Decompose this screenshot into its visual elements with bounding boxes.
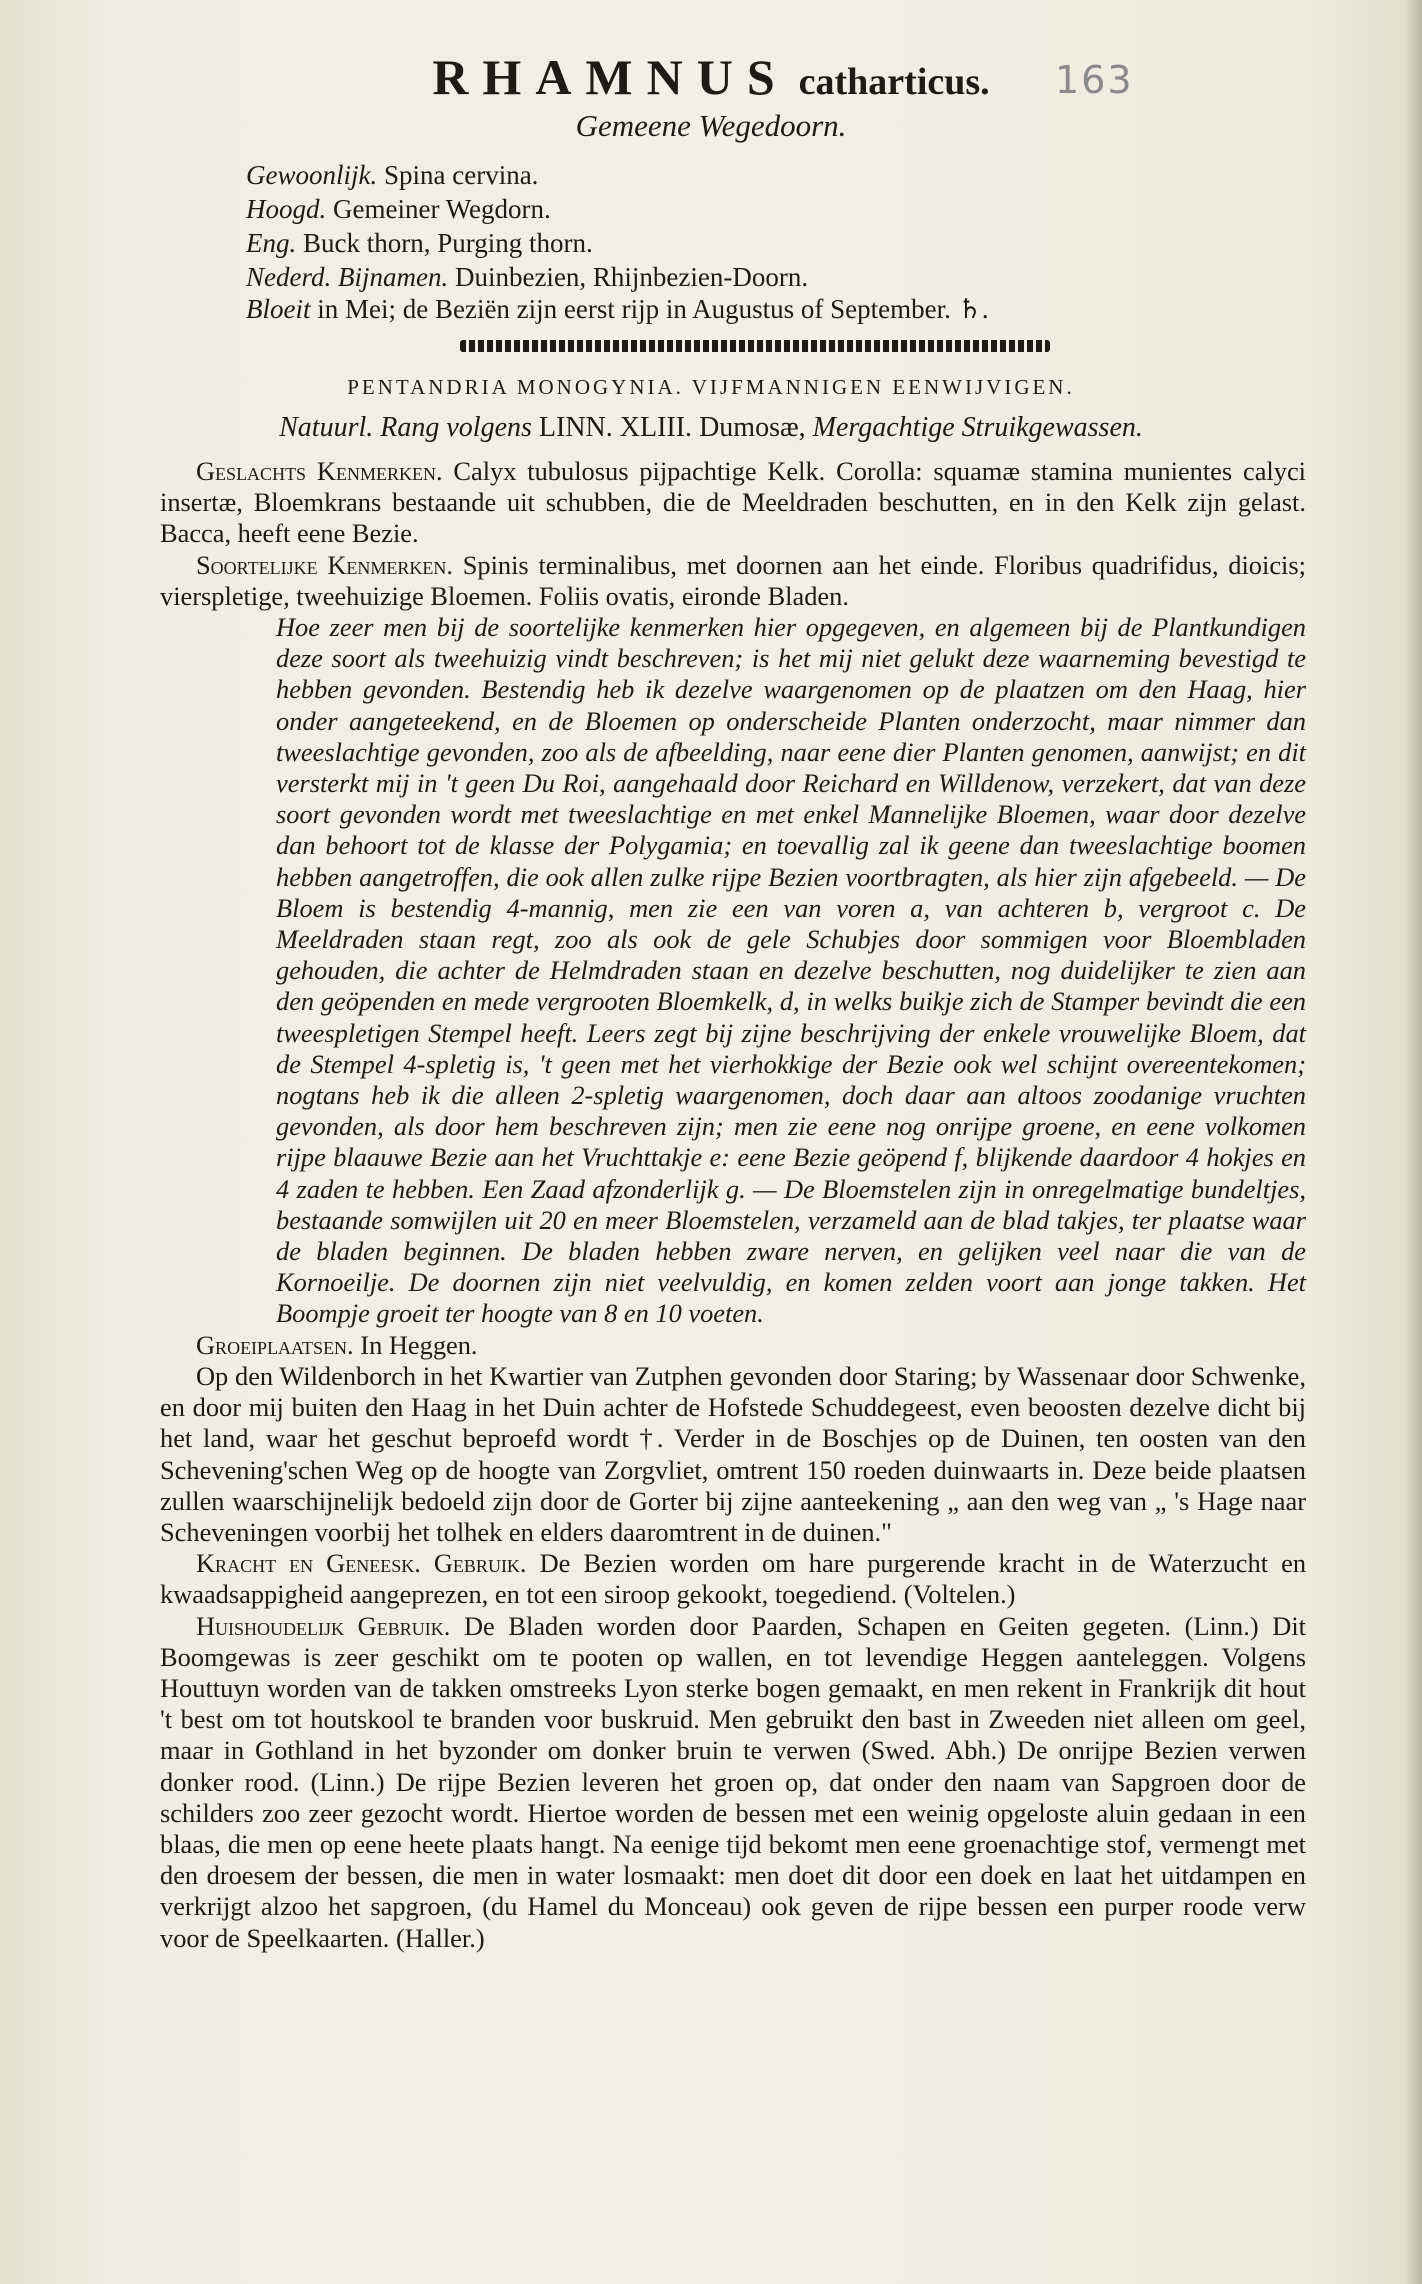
name-row [246, 260, 1246, 294]
rank-linn: LINN. XLIII. [538, 412, 693, 443]
genus-characters [160, 456, 1306, 550]
name-value: Buck thorn, Purging thorn. [303, 228, 593, 258]
section-text: De Bladen worden door Paarden, Schapen en Geiten gegeten. (Linn.) Dit Boomgewas is zeer geschikt om te pooten op wallen, en tot levendige Heggen aanteleggen. Volgens Houttuyn worden van de takken omstreeks Lyon sterke bogen gemaakt, en men rekent in Frankrijk dit hout 't best om tot houtskool te branden voor buskruid. Men gebruikt den bast in Zweeden niet alleen om geel, maar in Gothland in het byzonder om donker bruin te verwen (Swed. Abh.) De onrijpe Bezien verwen donker rood. (Linn.) De rijpe Bezien leveren het groen op, dat onder den naam van Sapgroen door de schilders zoo zeer gezocht wordt. Hiertoe worden de bessen met een weinig opgeloste aluin gedaan in een blaas, die men op eene heete plaats hangt. Na eenige tijd bekomt men eene groenachtige stof, vermengt met den droesem der bessen, die men in water losmaakt: men doet dit door een doek en laat het uitdampen en verkrijgt alzoo het sapgroen, (du Hamel du Monceau) ook geven de rijpe bessen een purper roode verw voor de Speelkaarten. (Haller.) [160, 1610, 1306, 1953]
name-label: Hoogd. [246, 194, 327, 224]
section-heading: Soortelijke Kenmerken. [196, 549, 453, 580]
section-text: De Bezien worden om hare purgerende kracht in de Waterzucht en kwaadsappigheid aangeprezen, en tot een siroop gekookt, toegediend. (Voltelen.) [160, 1548, 1307, 1610]
medical-use [160, 1548, 1306, 1610]
section-heading: Geslachts Kenmerken. [196, 456, 443, 486]
section-heading: Groeiplaatsen. [196, 1329, 354, 1360]
name-row [246, 192, 1246, 226]
household-use [160, 1611, 1306, 1954]
name-row [246, 226, 1246, 260]
habitat [160, 1330, 1306, 1361]
species-characters [160, 550, 1306, 612]
page-title [0, 48, 1422, 106]
author-note: Hoe zeer men bij de soortelijke kenmerken hier opgegeven, en algemeen bij de Plantkundigen deze soort als tweehuizig vindt beschreven; is het mij niet gelukt deze waarneming bevestigd te hebben gevonden. Bestendig heb ik dezelve waargenomen op de plaatzen om den Haag, hier onder aangeteekend, en de Bloemen op onderscheide Planten onderzocht, maar nimmer dan tweeslachtige gevonden, zoo als de afbeelding, naar eene dier Planten genomen, aanwijst; en dit versterkt mij in 't geen Du Roi, aangehaald door Reichard en Willdenow, verzekert, dat van deze soort gevonden wordt met tweeslachtige en met enkel Mannelijke Bloemen, waar door dezelve dan behoort tot de klasse der Polygamia; en toevallig zal ik geene dan tweeslachtige boomen hebben aangetroffen, die ook allen zulke rijpe Bezien voortbragten, als hier zijn afgebeeld. — De Bloem is bestendig 4-mannig, men zie een van voren a, van achteren b, vergroot c. De Meeldraden staan regt, zoo als ook de gele Schubjes door sommigen voor Bloembladen gehouden, die achter de Helmdraden staan en dezelve beschutten, nog duidelijker te zien aan den geöpenden en mede vergrooten Bloemkelk, d, in welks buikje zich de Stamper bevindt die een tweespletigen Stempel heeft. Leers zegt bij zijne beschrijving der enkele vrouwelijke Bloem, dat de Stempel 4-spletig is, 't geen met het vierhokkige der Bezie ook wel schijnt overeentekomen; nogtans heb ik die alleen 2-spletig waargenomen, doch daar aan altoos zoodanige vruchten gevonden, als door hem beschreven zijn; men zie eene nog onrijpe groene, en eene volkomen rijpe blaauwe Bezie aan het Vruchttakje e: eene Bezie geöpend f, blijkende daardoor 4 hokjes en 4 zaden te hebben. Een Zaad afzonderlijk g. — De Bloemstelen zijn in onregelmatige bundeltjes, bestaande somwijlen uit 20 en meer Bloemstelen, verzameld aan de blad takjes, ter plaatse waar de bladen beginnen. De bladen hebben zware nerven, en gelijken veel naar die van de Kornoeilje. De doornen zijn niet veelvuldig, en komen zelden voort aan jonge takken. Het Boompje groeit ter hoogte van 8 en 10 voeten. [276, 612, 1306, 1329]
genus-name: RHAMNUS [432, 49, 789, 105]
name-value: Gemeiner Wegdorn. [333, 194, 551, 224]
name-label: Nederd. Bijnamen. [246, 262, 449, 292]
flowering-label: Bloeit [246, 294, 311, 324]
rank-prefix: Natuurl. Rang volgens [279, 412, 532, 443]
ornamental-divider [460, 340, 1050, 352]
body-text [160, 456, 1306, 1954]
section-text: Calyx tubulosus pijpachtige Kelk. Corolla: squamæ stamina munientes calyci insertæ, Bloemkrans bestaande uit schubben, die de Meeldraden beschutten, en in den Kelk zijn gelast. Bacca, heeft eene Bezie. [160, 456, 1306, 549]
rank-order: Dumosæ, [699, 412, 806, 443]
section-heading: Huishoudelijk Gebruik. [196, 1610, 451, 1641]
name-value: Spina cervina. [383, 160, 539, 190]
name-label: Eng. [246, 228, 297, 258]
habitat-locations: Op den Wildenborch in het Kwartier van Zutphen gevonden door Staring; by Wassenaar door Schwenke, en door mij buiten den Haag in het Duin achter de Hofstede Schuddegeest, even beoosten dezelve dicht bij het land, waar het geschut beproefd wordt †. Verder in de Boschjes op de Duinen, ten oosten van den Schevening'schen Weg op de hoogte van Zorgvliet, omtrent 150 roeden duinwaarts in. Deze beide plaatsen zullen waarschijnelijk bedoeld zijn door de Gorter bij zijne aanteekening „ aan den weg van „ 's Hage naar Scheveningen voorbij het tolhek en elders daaromtrent in de duinen." [160, 1360, 1306, 1547]
natural-rank [0, 412, 1422, 444]
linnaean-class: PENTANDRIA MONOGYNIA. VIJFMANNIGEN EENWIJVIGEN. [347, 375, 1075, 399]
name-row [246, 158, 1246, 192]
pencil-page-number: 163 [1055, 58, 1134, 102]
section-text: Spinis terminalibus, met doornen aan het einde. Floribus quadrifidus, dioicis; vierspletige, tweehuizige Bloemen. Foliis ovatis, eironde Bladen. [160, 549, 1306, 611]
section-heading: Kracht en Geneesk. Gebruik. [196, 1548, 527, 1579]
vernacular-names [246, 158, 1246, 294]
common-name: Gemeene Wegedoorn. [575, 108, 847, 143]
flowering-line [246, 294, 989, 325]
name-value: Duinbezien, Rhijnbezien-Doorn. [454, 262, 809, 292]
rank-order-nl: Mergachtige Struikgewassen. [812, 412, 1143, 443]
section-text: In Heggen. [360, 1329, 478, 1360]
flowering-text: in Mei; de Beziën zijn eerst rijp in Augustus of September. ♄. [317, 294, 989, 324]
name-label: Gewoonlijk. [246, 160, 378, 190]
species-name: catharticus. [798, 61, 990, 103]
